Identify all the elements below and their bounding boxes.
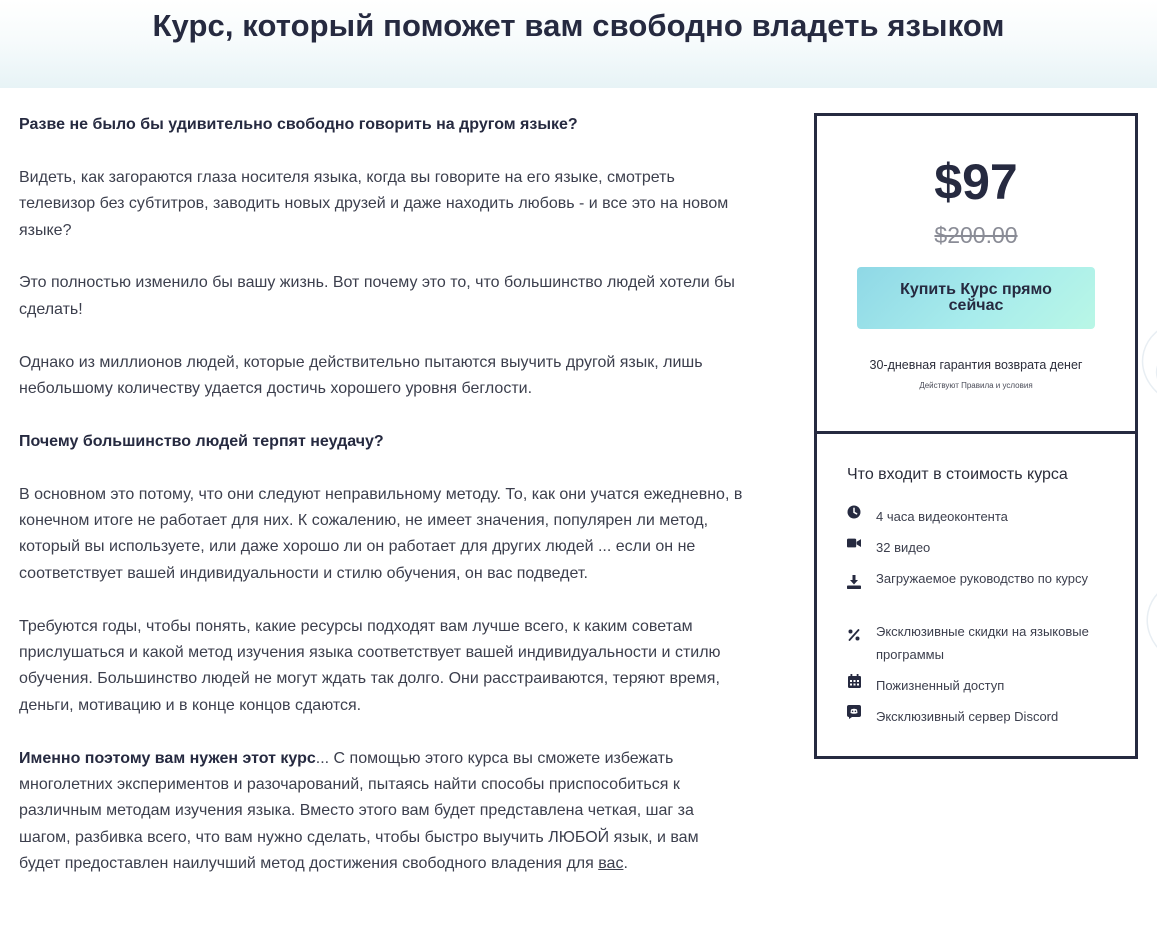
feature-label: Эксклюзивные скидки на языковые программы (876, 624, 1089, 662)
pricing-card (814, 113, 1138, 759)
includes-title: Что входит в стоимость курса (847, 466, 1068, 483)
hero-banner (0, 0, 1157, 88)
section-heading-why-fail: Почему большинство людей терпят неудачу? (19, 432, 384, 450)
buy-course-button[interactable]: Купить Курс прямо сейчас (857, 267, 1095, 329)
paragraph-native-speaker: Видеть, как загораются глаза носителя языка, когда вы говорите на его языке, смотреть телевизор без субтитров, заводить новых друзей и даже находить любовь - и все это на новом языке? (19, 168, 729, 239)
old-price: $200.00 (934, 222, 1018, 248)
section-heading-amazing: Разве не было бы удивительно свободно говорить на другом языке? (19, 116, 578, 133)
feature-item-videos (847, 536, 1117, 559)
money-back-guarantee: 30-дневная гарантия возврата денег (869, 358, 1083, 372)
feature-label: Пожизненный доступ (876, 678, 1005, 693)
clock-icon (847, 505, 861, 519)
page-title: Курс, который поможет вам свободно владеть языком (152, 8, 1005, 43)
you-link[interactable]: вас (598, 855, 624, 873)
paragraph-why-course-end: . (623, 855, 628, 873)
paragraph-years: Требуются годы, чтобы понять, какие ресурсы подходят вам лучше всего, к каким советам прислушаться и какой метод изучения языка соответствует вашей индивидуальности и стилю обучения. Большинство людей не могут ждать так долго. Они расстраиваются, теряют время, деньги, мотивацию и в конце концов сдаются. (19, 617, 721, 714)
feature-label: 32 видео (876, 540, 931, 555)
paragraph-millions: Однако из миллионов людей, которые действительно пытаются выучить другой язык, лишь небольшому количеству удается достичь хорошего уровня беглости. (19, 353, 703, 398)
paragraph-change-life: Это полностью изменило бы вашу жизнь. Вот почему это то, что большинство людей хотели бы сделать! (19, 274, 735, 318)
feature-item-lifetime (847, 674, 1117, 697)
video-camera-icon (847, 536, 861, 550)
feature-label: Загружаемое руководство по курсу (876, 571, 1089, 586)
percent-icon (847, 628, 861, 642)
pricing-section (817, 116, 1135, 434)
paragraph-why-course-bold: Именно поэтому вам нужен этот курс (19, 749, 316, 767)
calendar-icon (847, 674, 861, 688)
feature-item-video-hours (847, 505, 1117, 528)
feature-label: Эксклюзивный сервер Discord (876, 709, 1059, 724)
feature-label: 4 часа видеоконтента (876, 509, 1008, 524)
feature-item-discounts (847, 620, 1117, 666)
feature-item-discord (847, 705, 1117, 728)
course-description (19, 112, 744, 904)
terms-note: Действуют Правила и условия (919, 381, 1033, 390)
course-price: $97 (934, 154, 1018, 210)
paragraph-wrong-method: В основном это потому, что они следуют неправильному методу. То, как они учатся ежедневно, в конечном итоге не работает для них. К сожалению, не имеет значения, популярен ли метод, который вы используете, или даже хорошо ли он работает для других людей ... если он не соответствует вашей индивидуальности и стилю обучения, он вас подведет. (19, 485, 743, 582)
download-icon (847, 575, 861, 589)
discord-icon (847, 705, 861, 719)
feature-item-guide (847, 567, 1117, 590)
paragraph-why-course-text: ... С помощью этого курса вы сможете избежать многолетних экспериментов и разочарований, пытаясь найти способы приспособиться к различным методам изучения языка. Вместо этого вам будет представлена четкая, шаг за шагом, разбивка всего, что вам нужно сделать, чтобы быстро выучить ЛЮБОЙ язык, и вам будет предоставлен наилучший метод достижения свободного владения для (19, 749, 699, 873)
paragraph-why-course (19, 746, 744, 878)
